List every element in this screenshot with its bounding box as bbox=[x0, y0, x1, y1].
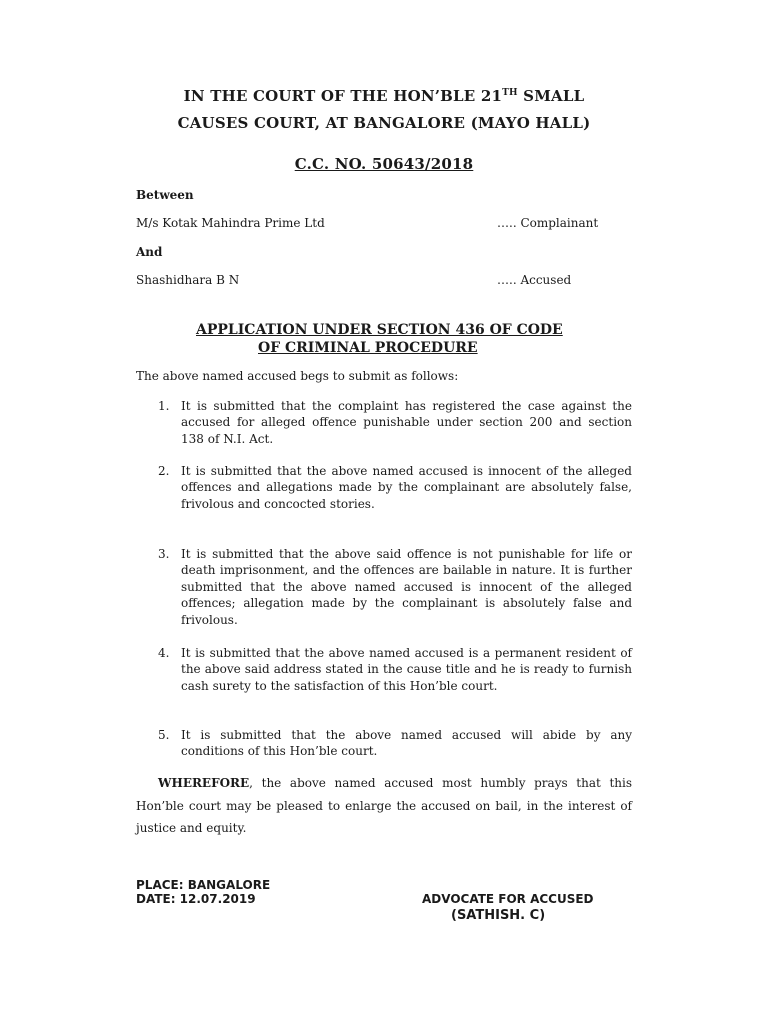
list-item-text: It is submitted that the above named accused will abide by any conditions of this Hon’ble court. bbox=[181, 728, 632, 759]
case-number: C.C. NO. 50643/2018 bbox=[294, 155, 474, 173]
list-item bbox=[158, 463, 632, 512]
prayer-lead: WHEREFORE bbox=[158, 776, 250, 790]
ordinal-suffix: TH bbox=[502, 88, 518, 98]
accused-role: ….. Accused bbox=[497, 273, 572, 287]
list-item-text: It is submitted that the above said offence is not punishable for life or death imprisonment, and the offences are bailable in nature. It is further submitted that the above named accused is innocent of the alleged offences; allegation made by the complainant is absolutely false and frivolous. bbox=[181, 547, 632, 627]
court-name: IN THE COURT OF THE HON’BLE 21 bbox=[183, 87, 503, 105]
case-number-row bbox=[0, 155, 768, 173]
court-name-tail: SMALL bbox=[517, 87, 585, 105]
list-item-number: 5. bbox=[158, 728, 170, 742]
list-item bbox=[158, 727, 632, 760]
list-item-text: It is submitted that the above named accused is innocent of the alleged offences and allegations made by the complainant are absolutely false, frivolous and concocted stories. bbox=[181, 464, 632, 511]
list-item-number: 4. bbox=[158, 646, 170, 660]
list-item bbox=[158, 645, 632, 694]
complainant-role: ….. Complainant bbox=[497, 216, 599, 230]
between-label: Between bbox=[136, 188, 194, 202]
application-title-line1: APPLICATION UNDER SECTION 436 OF CODE bbox=[196, 322, 563, 338]
complainant-name: M/s Kotak Mahindra Prime Ltd bbox=[136, 216, 325, 230]
list-item-number: 2. bbox=[158, 464, 170, 478]
accused-name: Shashidhara B N bbox=[136, 273, 240, 287]
prayer-paragraph bbox=[136, 772, 632, 840]
list-item-number: 3. bbox=[158, 547, 170, 561]
list-item-text: It is submitted that the above named accused is a permanent resident of the above said address stated in the cause title and he is ready to furnish cash surety to the satisfaction of this Hon’ble court. bbox=[181, 646, 632, 693]
list-item bbox=[158, 398, 632, 447]
intro-text: The above named accused begs to submit as follows: bbox=[136, 369, 459, 383]
list-item-text: It is submitted that the complaint has registered the case against the accused for alleged offence punishable under section 200 and section 138 of N.I. Act. bbox=[181, 399, 632, 446]
list-item bbox=[158, 546, 632, 628]
prayer-text: , the above named accused most humbly prays that this Hon’ble court may be pleased to enlarge the accused on bail, in the interest of justice and equity. bbox=[136, 776, 632, 835]
court-heading-line1 bbox=[0, 87, 768, 105]
application-title bbox=[196, 321, 636, 357]
list-item-number: 1. bbox=[158, 399, 170, 413]
application-title-line2: OF CRIMINAL PROCEDURE bbox=[258, 340, 478, 356]
court-heading-line2: CAUSES COURT, AT BANGALORE (MAYO HALL) bbox=[177, 114, 591, 132]
advocate-label: ADVOCATE FOR ACCUSED bbox=[422, 892, 594, 906]
advocate-name: (SATHISH. C) bbox=[451, 908, 546, 923]
date-line: DATE: 12.07.2019 bbox=[136, 892, 256, 906]
and-label: And bbox=[136, 245, 163, 259]
place-line: PLACE: BANGALORE bbox=[136, 878, 271, 892]
